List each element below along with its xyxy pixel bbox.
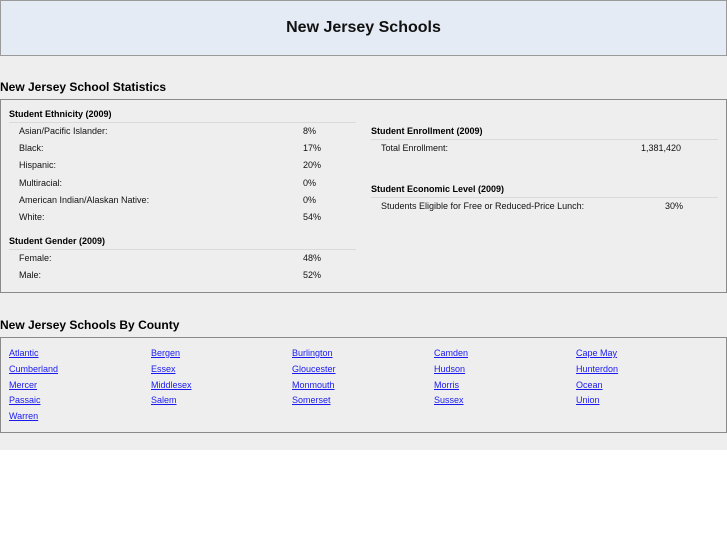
county-link-burlington[interactable]: Burlington <box>292 348 333 358</box>
county-link-hudson[interactable]: Hudson <box>434 364 466 374</box>
gender-label: Male: <box>19 270 42 280</box>
economic-title: Student Economic Level (2009) <box>371 184 505 194</box>
counties-panel <box>0 337 727 433</box>
ethnicity-value: 17% <box>303 143 322 153</box>
divider <box>371 139 718 140</box>
enrollment-label: Total Enrollment: <box>381 143 449 153</box>
ethnicity-value: 8% <box>303 126 317 136</box>
county-link-camden[interactable]: Camden <box>434 348 469 358</box>
ethnicity-label: Multiracial: <box>19 178 63 188</box>
ethnicity-value: 54% <box>303 212 322 222</box>
economic-value: 30% <box>665 201 684 211</box>
counties-section-title: New Jersey Schools By County <box>0 318 180 332</box>
county-link-mercer[interactable]: Mercer <box>9 380 38 390</box>
ethnicity-value: 20% <box>303 160 322 170</box>
county-link-atlantic[interactable]: Atlantic <box>9 348 39 358</box>
site-header <box>0 0 727 56</box>
gender-value: 48% <box>303 253 322 263</box>
gender-label: Female: <box>19 253 52 263</box>
gender-value: 52% <box>303 270 322 280</box>
ethnicity-label: Black: <box>19 143 44 153</box>
county-link-gloucester[interactable]: Gloucester <box>292 364 336 374</box>
economic-label: Students Eligible for Free or Reduced-Price Lunch: <box>381 201 585 211</box>
county-link-bergen[interactable]: Bergen <box>151 348 181 358</box>
divider <box>9 122 356 123</box>
county-link-somerset[interactable]: Somerset <box>292 395 331 405</box>
county-link-ocean[interactable]: Ocean <box>576 380 603 390</box>
county-link-essex[interactable]: Essex <box>151 364 176 374</box>
county-link-passaic[interactable]: Passaic <box>9 395 41 405</box>
divider <box>371 197 718 198</box>
enrollment-title: Student Enrollment (2009) <box>371 126 483 136</box>
ethnicity-label: Asian/Pacific Islander: <box>19 126 108 136</box>
county-link-union[interactable]: Union <box>576 395 600 405</box>
county-link-salem[interactable]: Salem <box>151 395 177 405</box>
county-link-monmouth[interactable]: Monmouth <box>292 380 335 390</box>
page-title: New Jersey Schools <box>286 19 441 36</box>
ethnicity-value: 0% <box>303 178 317 188</box>
gender-title: Student Gender (2009) <box>9 236 106 246</box>
county-link-warren[interactable]: Warren <box>9 411 39 421</box>
county-link-morris[interactable]: Morris <box>434 380 459 390</box>
county-link-cumberland[interactable]: Cumberland <box>9 364 59 374</box>
stats-section-title: New Jersey School Statistics <box>0 80 167 94</box>
enrollment-value: 1,381,420 <box>641 143 682 153</box>
ethnicity-label: Hispanic: <box>19 160 57 170</box>
county-link-cape-may[interactable]: Cape May <box>576 348 618 358</box>
county-link-hunterdon[interactable]: Hunterdon <box>576 364 619 374</box>
ethnicity-value: 0% <box>303 195 317 205</box>
divider <box>9 249 356 250</box>
county-link-sussex[interactable]: Sussex <box>434 395 464 405</box>
ethnicity-title: Student Ethnicity (2009) <box>9 109 112 119</box>
ethnicity-label: American Indian/Alaskan Native: <box>19 195 150 205</box>
ethnicity-label: White: <box>19 212 45 222</box>
county-link-middlesex[interactable]: Middlesex <box>151 380 192 390</box>
stats-panel <box>0 99 727 293</box>
